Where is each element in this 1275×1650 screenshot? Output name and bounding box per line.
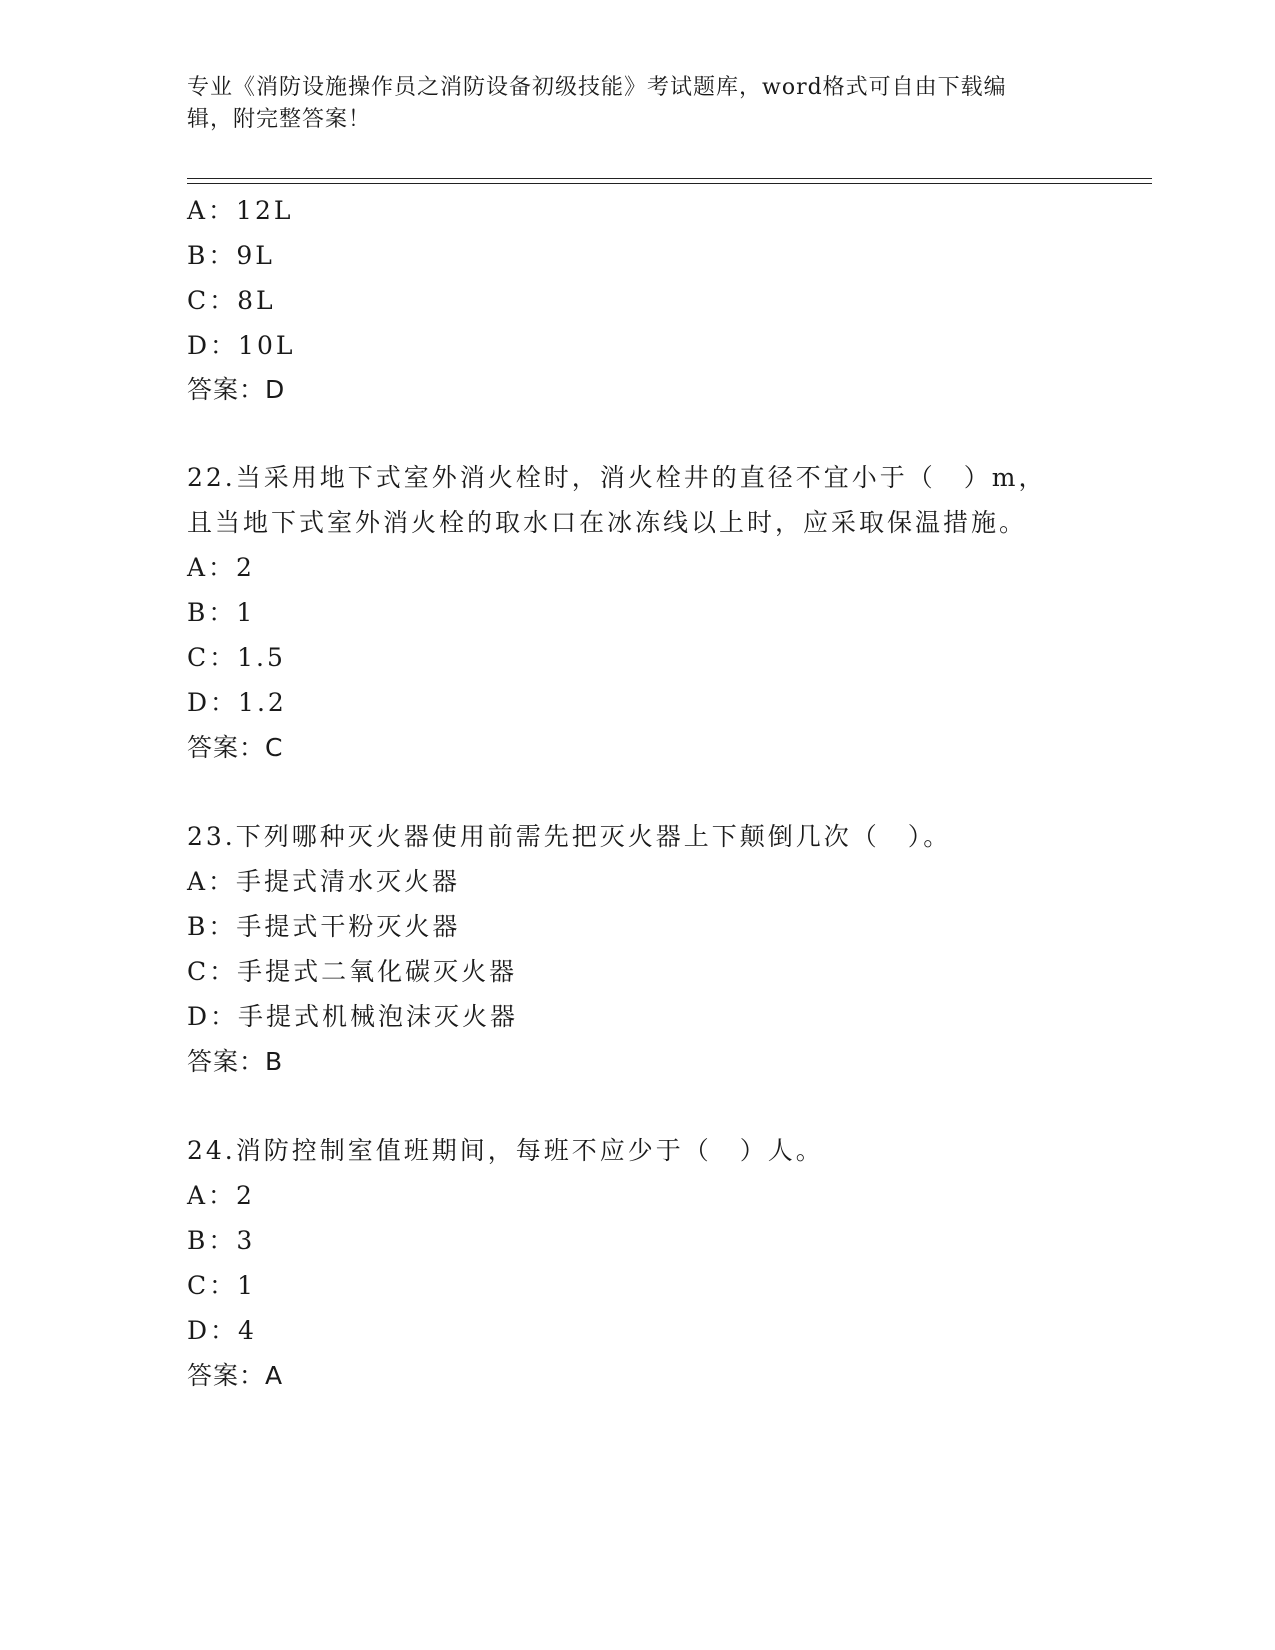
header-divider-top [187, 178, 1152, 179]
q22-stem-line-1: 22.当采用地下式室外消火栓时，消火栓井的直径不宜小于（ ）m， [187, 463, 1047, 492]
q21-option-c: C：8L [187, 286, 276, 315]
q23-option-c: C：手提式二氧化碳灭火器 [187, 957, 518, 986]
q24-answer: 答案：A [187, 1361, 284, 1390]
q22-stem-line-2: 且当地下式室外消火栓的取水口在冰冻线以上时，应采取保温措施。 [187, 508, 1028, 537]
q23-option-d: D：手提式机械泡沫灭火器 [187, 1002, 519, 1031]
q22-option-d: D：1.2 [187, 688, 287, 717]
q23-option-a: A：手提式清水灭火器 [187, 867, 461, 896]
q23-answer: 答案：B [187, 1047, 284, 1076]
q22-option-b: B：1 [187, 598, 256, 627]
document-header [187, 72, 1087, 136]
q24-option-c: C：1 [187, 1271, 257, 1300]
header-divider-bottom [187, 183, 1152, 184]
header-line-1: 专业《消防设施操作员之消防设备初级技能》考试题库，word格式可自由下载编 [187, 75, 1007, 100]
q22-option-a: A：2 [187, 553, 255, 582]
q24-option-d: D：4 [187, 1316, 257, 1345]
q21-answer: 答案：D [187, 375, 286, 404]
q24-stem: 24.消防控制室值班期间，每班不应少于（ ）人。 [187, 1136, 824, 1165]
q23-stem: 23.下列哪种灭火器使用前需先把灭火器上下颠倒几次（ ）。 [187, 822, 952, 851]
q24-option-b: B：3 [187, 1226, 256, 1255]
q21-option-a: A：12L [187, 196, 294, 225]
q21-option-d: D：10L [187, 331, 296, 360]
q22-option-c: C：1.5 [187, 643, 286, 672]
q24-option-a: A：2 [187, 1181, 255, 1210]
q22-answer: 答案：C [187, 733, 284, 762]
q21-option-b: B：9L [187, 241, 275, 270]
q23-option-b: B：手提式干粉灭火器 [187, 912, 461, 941]
header-line-2: 辑，附完整答案！ [187, 107, 372, 132]
